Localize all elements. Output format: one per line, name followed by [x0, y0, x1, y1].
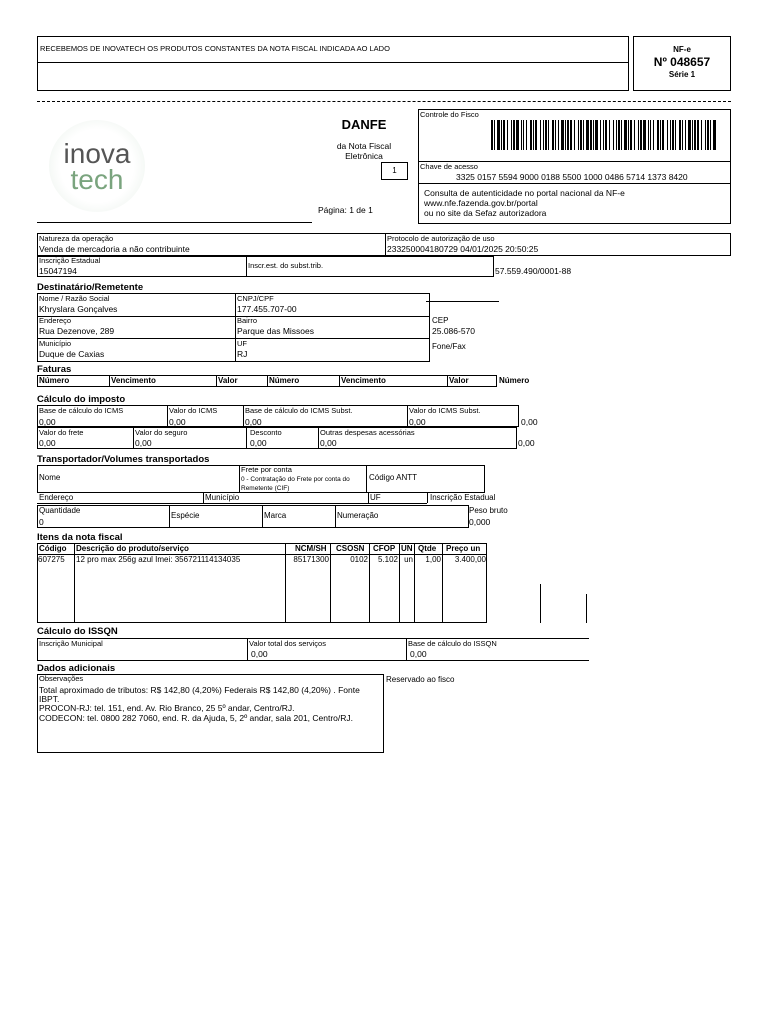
- faturas-title: Faturas: [37, 364, 72, 375]
- municipio-value: Duque de Caxias: [39, 349, 105, 359]
- v-st-value: 0,00: [409, 417, 426, 427]
- transp-frete-value-a: 0 - Contratação do Frete por conta do: [241, 476, 350, 483]
- tr-div-7: [262, 505, 263, 528]
- logo-text-tech: tech: [70, 164, 124, 195]
- fat-div-3: [267, 375, 268, 387]
- tr-div-8: [335, 505, 336, 528]
- v-icms-value: 0,00: [169, 417, 186, 427]
- it-div-5: [399, 543, 400, 623]
- transp-endereco-label: Endereço: [39, 493, 74, 502]
- item-codigo: 607275: [38, 555, 65, 564]
- cut-line: [37, 101, 731, 102]
- desconto-value: 0,00: [250, 438, 267, 448]
- natureza-value: Venda de mercadoria a não contribuinte: [39, 244, 190, 254]
- fat-div-1: [109, 375, 110, 387]
- nome-value: Khryslara Gonçalves: [39, 304, 118, 314]
- issqn-vt-value: 0,00: [251, 649, 268, 659]
- issqn-bc-value: 0,00: [410, 649, 427, 659]
- fat-h-numero-2: Número: [269, 376, 300, 385]
- bairro-value: Parque das Missoes: [237, 326, 315, 336]
- tr-div-5: [427, 493, 428, 503]
- imp-div-5: [246, 427, 247, 449]
- company-logo: [49, 120, 145, 212]
- fat-h-vencimento-2: Vencimento: [341, 376, 386, 385]
- imp-div-3: [407, 405, 408, 427]
- imp-div-2: [243, 405, 244, 427]
- itens-h-cfop: CFOP: [373, 544, 396, 553]
- fat-div-2: [216, 375, 217, 387]
- itens-h-qtde: Qtde: [418, 544, 437, 553]
- fat-div-4: [339, 375, 340, 387]
- itens-h-preco: Preço un: [446, 544, 481, 553]
- natureza-divider: [385, 233, 386, 256]
- itens-h-ncm: NCM/SH: [295, 544, 327, 553]
- bc-st-value: 0,00: [245, 417, 262, 427]
- nfe-label: NF-e: [673, 45, 691, 54]
- outras-value: 0,00: [320, 438, 337, 448]
- chave-label: Chave de acesso: [420, 162, 478, 171]
- imp-div-6: [318, 427, 319, 449]
- protocolo-label: Protocolo de autorização de uso: [387, 234, 495, 243]
- item-preco: 3.400,00: [454, 555, 486, 564]
- logo-text-inova: inova: [63, 138, 131, 169]
- issqn-im-label: Inscrição Municipal: [39, 639, 103, 648]
- destinatario-title: Destinatário/Remetente: [37, 282, 144, 293]
- protocolo-value: 233250004180729 04/01/2025 20:50:25: [387, 244, 539, 254]
- pagina: Página: 1 de 1: [318, 205, 373, 215]
- endereco-value: Rua Dezenove, 289: [39, 326, 115, 336]
- nfe-number: Nº 048657: [653, 55, 711, 69]
- obs-line3: PROCON-RJ: tel. 151, end. Av. Rio Branco, 25 5º andar, Centro/RJ.: [39, 703, 295, 713]
- seguro-value: 0,00: [135, 438, 152, 448]
- canhoto-divider: [37, 62, 629, 63]
- item-cfop: 5.102: [377, 555, 398, 564]
- item-csosn: 0102: [350, 555, 368, 564]
- transp-peso-label: Peso bruto: [469, 506, 508, 515]
- transp-qtd-value: 0: [39, 517, 44, 527]
- fat-h-numero-3: Número: [499, 376, 530, 385]
- item-ncm: 85171300: [293, 555, 329, 564]
- it-div-1: [74, 543, 75, 623]
- cnpj-value: 57.559.490/0001-88: [495, 266, 572, 276]
- itens-h-codigo: Código: [39, 544, 67, 553]
- cep-value: 25.086-570: [432, 326, 476, 336]
- danfe-title: DANFE: [341, 117, 387, 132]
- dest-extra-line: [426, 301, 499, 302]
- obs-line2: IBPT.: [39, 694, 60, 704]
- itens-h-csosn: CSOSN: [336, 544, 365, 553]
- adicionais-title: Dados adicionais: [37, 663, 116, 674]
- uf-label: UF: [237, 339, 247, 348]
- imp-div-1: [167, 405, 168, 427]
- barcode-bar: [716, 120, 717, 150]
- issqn-div-2: [406, 638, 407, 660]
- tr-line-end: [37, 503, 427, 504]
- issqn-title: Cálculo do ISSQN: [37, 626, 118, 637]
- v-st-label: Valor do ICMS Subst.: [409, 406, 481, 415]
- municipio-label: Município: [39, 339, 72, 348]
- seguro-label: Valor do seguro: [135, 428, 188, 437]
- nfe-serie: Série 1: [668, 70, 696, 79]
- uf-value: RJ: [237, 349, 248, 359]
- danfe-sub2: Eletrônica: [345, 151, 383, 161]
- it-div-8: [540, 584, 541, 623]
- transp-row3: [37, 505, 469, 528]
- tr-div-6: [169, 505, 170, 528]
- desconto-label: Desconto: [250, 428, 282, 437]
- bairro-label: Bairro: [237, 316, 258, 325]
- dest-divider-h2: [37, 338, 430, 339]
- fat-h-valor-2: Valor: [449, 376, 469, 385]
- dest-divider-v: [235, 293, 236, 362]
- tr-div-4: [368, 493, 369, 503]
- obs-line4: CODECON: tel. 0800 282 7060, end. R. da Ajuda, 5, 2º andar, sala 201, Centro/RJ.: [39, 713, 354, 723]
- bc-icms-value: 0,00: [39, 417, 56, 427]
- transp-municipio-label: Município: [205, 493, 240, 502]
- item-un: un: [404, 555, 413, 564]
- obs-line1: Total aproximado de tributos: R$ 142,80 (4,20%) Federais R$ 142,80 (4,20%) . Fonte: [39, 685, 360, 695]
- fisco-divider-2: [418, 183, 731, 184]
- fone-label: Fone/Fax: [432, 342, 466, 351]
- transp-ie-label: Inscrição Estadual: [430, 493, 496, 502]
- ie-value: 15047194: [39, 266, 77, 276]
- issqn-bottom: [37, 660, 589, 661]
- chave-value: 3325 0157 5594 9000 0188 5500 1000 0486 5714 1373 8420: [456, 172, 688, 182]
- ie-divider: [246, 256, 247, 277]
- transp-marca-label: Marca: [264, 511, 287, 520]
- transporte-title: Transportador/Volumes transportados: [37, 454, 210, 465]
- natureza-label: Natureza da operação: [39, 234, 114, 243]
- header-bottom-line: [37, 222, 312, 223]
- transp-qtd-label: Quantidade: [39, 506, 81, 515]
- imp-div-4: [133, 427, 134, 449]
- item-descricao: 12 pro max 256g azul Imei: 356721114134035: [76, 555, 241, 564]
- itens-h-descricao: Descrição do produto/serviço: [76, 544, 189, 553]
- dest-divider-h1: [37, 316, 430, 317]
- consulta-line2: www.nfe.fazenda.gov.br/portal: [424, 198, 538, 208]
- fat-h-valor-1: Valor: [218, 376, 238, 385]
- fat-div-5: [447, 375, 448, 387]
- canhoto-text: RECEBEMOS DE INOVATECH OS PRODUTOS CONSTANTES DA NOTA FISCAL INDICADA AO LADO: [40, 44, 390, 53]
- barcode: [491, 120, 717, 150]
- it-div-9: [586, 594, 587, 623]
- imposto-total-1: 0,00: [521, 417, 538, 427]
- transp-peso-value: 0,000: [469, 517, 491, 527]
- consulta-line3: ou no site da Sefaz autorizadora: [424, 208, 547, 218]
- item-qtde: 1,00: [425, 555, 441, 564]
- tr-div-3: [203, 493, 204, 503]
- reservado-label: Reservado ao fisco: [386, 675, 455, 684]
- cpf-value: 177.455.707-00: [237, 304, 297, 314]
- imposto-total-2: 0,00: [518, 438, 535, 448]
- issqn-bc-label: Base de cálculo do ISSQN: [408, 639, 497, 648]
- v-icms-label: Valor do ICMS: [169, 406, 218, 415]
- endereco-label: Endereço: [39, 316, 72, 325]
- transp-frete-label: Frete por conta: [241, 465, 292, 474]
- fat-h-numero-1: Número: [39, 376, 70, 385]
- iest-label: Inscr.est. do subst.trib.: [248, 261, 324, 270]
- transp-nome-label: Nome: [39, 473, 61, 482]
- issqn-vt-label: Valor total dos serviços: [249, 639, 326, 648]
- imposto-title: Cálculo do imposto: [37, 394, 126, 405]
- controle-label: Controle do Fisco: [420, 110, 479, 119]
- transp-numeracao-label: Numeração: [337, 511, 379, 520]
- fat-h-vencimento-1: Vencimento: [111, 376, 156, 385]
- transp-antt-label: Código ANTT: [369, 473, 418, 482]
- consulta-line1: Consulta de autenticidade no portal nacional da NF-e: [424, 188, 625, 198]
- nome-label: Nome / Razão Social: [39, 294, 110, 303]
- cpf-label: CNPJ/CPF: [237, 294, 274, 303]
- itens-title: Itens da nota fiscal: [37, 532, 123, 543]
- bc-st-label: Base de cálculo do ICMS Subst.: [245, 406, 353, 415]
- outras-label: Outras despesas acessórias: [320, 428, 415, 437]
- transp-uf-label: UF: [370, 493, 381, 502]
- danfe-sub1: da Nota Fiscal: [336, 141, 392, 151]
- transp-especie-label: Espécie: [171, 511, 200, 520]
- issqn-left: [37, 638, 38, 660]
- transp-frete-value-b: Remetente (CIF): [241, 485, 290, 492]
- cep-label: CEP: [432, 316, 449, 325]
- itens-h-un: UN: [401, 544, 413, 553]
- tr-div-2: [366, 465, 367, 493]
- frete-label: Valor do frete: [39, 428, 84, 437]
- ie-label: Inscrição Estadual: [39, 256, 101, 265]
- tr-div-1: [239, 465, 240, 493]
- tipo-value: 1: [392, 166, 397, 175]
- issqn-div-1: [247, 638, 248, 660]
- obs-label: Observações: [39, 674, 84, 683]
- bc-icms-label: Base de cálculo do ICMS: [39, 406, 124, 415]
- frete-value: 0,00: [39, 438, 56, 448]
